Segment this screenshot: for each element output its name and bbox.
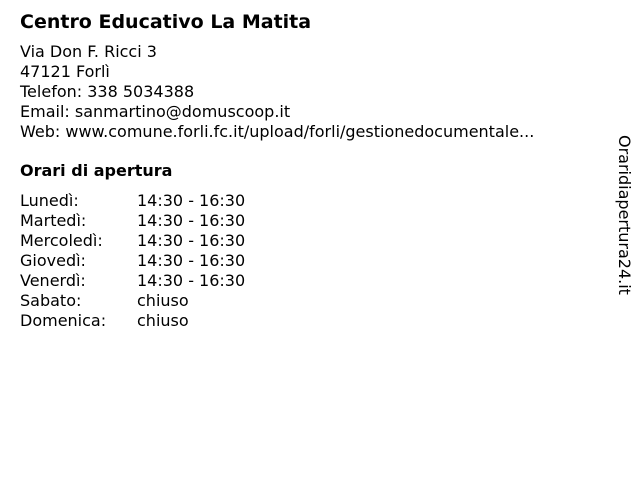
web-label: Web: — [20, 122, 61, 141]
hours-day: Venerdì: — [20, 271, 86, 290]
hours-time: chiuso — [137, 291, 189, 310]
email-link[interactable]: sanmartino@domuscoop.it — [74, 102, 291, 121]
hours-row — [20, 211, 245, 231]
hours-day: Mercoledì: — [20, 231, 103, 250]
phone-number[interactable]: 338 5034388 — [87, 82, 195, 101]
hours-day: Sabato: — [20, 291, 82, 310]
hours-row — [20, 271, 245, 291]
business-card — [20, 10, 605, 331]
hours-time: chiuso — [137, 311, 189, 330]
hours-day: Domenica: — [20, 311, 107, 330]
email-label: Email: — [20, 102, 70, 121]
hours-day: Lunedì: — [20, 191, 79, 210]
hours-time: 14:30 - 16:30 — [137, 231, 246, 250]
address-street: Via Don F. Ricci 3 — [20, 42, 157, 61]
email-row — [20, 102, 605, 122]
hours-time: 14:30 - 16:30 — [137, 251, 246, 270]
hours-row — [20, 291, 245, 311]
hours-time: 14:30 - 16:30 — [137, 191, 246, 210]
hours-time: 14:30 - 16:30 — [137, 271, 246, 290]
hours-table — [20, 191, 245, 331]
hours-row — [20, 311, 245, 331]
hours-row — [20, 231, 245, 251]
business-name: Centro Educativo La Matita — [20, 11, 312, 33]
hours-row — [20, 251, 245, 271]
site-watermark: Oraridiapertura24.it — [615, 135, 634, 295]
web-link[interactable]: www.comune.forli.fc.it/upload/forli/gestionedocumentale... — [65, 122, 535, 141]
hours-day: Martedì: — [20, 211, 87, 230]
web-row — [20, 122, 605, 142]
phone-row — [20, 82, 605, 102]
hours-row — [20, 191, 245, 211]
hours-day: Giovedì: — [20, 251, 86, 270]
hours-title: Orari di apertura — [20, 161, 173, 180]
phone-label: Telefon: — [20, 82, 83, 101]
hours-time: 14:30 - 16:30 — [137, 211, 246, 230]
address-city: 47121 Forlì — [20, 62, 110, 81]
